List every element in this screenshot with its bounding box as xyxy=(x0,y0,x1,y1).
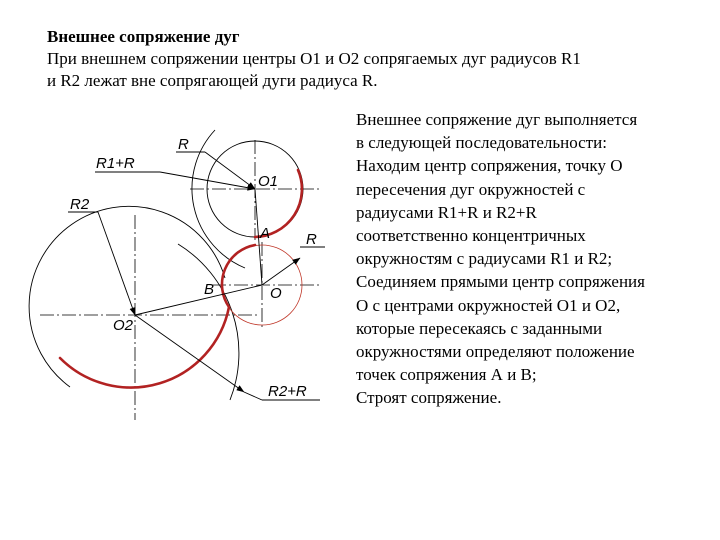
leader-r2-plus-r-tail xyxy=(244,392,262,400)
steps-line: радиусами R1+R и R2+R xyxy=(356,202,537,222)
label-r1-plus-r: R1+R xyxy=(96,155,135,172)
drawing-labels xyxy=(70,136,317,400)
steps-line: соответственно концентричных xyxy=(356,226,586,246)
label-o1: O1 xyxy=(258,173,279,190)
arc-conjugation-r xyxy=(222,245,255,307)
conjugation-arcs xyxy=(60,170,302,387)
steps-line: которые пересекаясь с заданными xyxy=(356,318,603,338)
steps-line: Находим центр сопряжения, точку О xyxy=(356,156,623,176)
steps-line: Внешнее сопряжение дуг выполняется xyxy=(356,110,638,129)
label-r2: R2 xyxy=(70,196,90,213)
label-r2-plus-r: R2+R xyxy=(268,383,307,400)
heading: Внешнее сопряжение дуг xyxy=(47,27,240,46)
steps-line: Строят сопряжение. xyxy=(356,388,502,408)
arc-r1-plus-r xyxy=(192,130,245,268)
steps-line: окружностям с радиусами R1 и R2; xyxy=(356,249,613,269)
intro-line: При внешнем сопряжении центры О1 и О2 сопрягаемых дуг радиусов R1 xyxy=(47,49,581,68)
label-a: A xyxy=(260,225,271,242)
label-r-top: R xyxy=(178,136,189,153)
label-o2: O2 xyxy=(113,317,134,334)
steps-line: пересечения дуг окружностей с xyxy=(356,179,586,199)
label-o: O xyxy=(270,285,282,302)
label-b: B xyxy=(204,281,215,298)
arc-on-r2 xyxy=(60,307,229,387)
leader-r-top-ray xyxy=(205,152,255,189)
intro-line: и R2 лежат вне сопрягающей дуги радиуса R. xyxy=(47,71,378,90)
label-r-mid: R xyxy=(306,231,317,248)
steps-line: окружностями определяют положение xyxy=(356,342,635,362)
steps-line: Соединяем прямыми центр сопряжения xyxy=(356,272,645,292)
line-o2-o xyxy=(135,285,262,315)
steps-line: в следующей последовательности: xyxy=(356,133,607,153)
arc-r2-plus-r xyxy=(178,244,239,400)
circle-r2 xyxy=(29,206,225,387)
steps-line: точек сопряжения А и В; xyxy=(356,365,537,385)
steps-line: О с центрами окружностей О1 и О2, xyxy=(356,295,621,315)
leader-r2-plus-r-ray xyxy=(135,315,244,392)
leader-r2-ray xyxy=(98,212,135,315)
line-o-r-radius xyxy=(262,258,300,285)
